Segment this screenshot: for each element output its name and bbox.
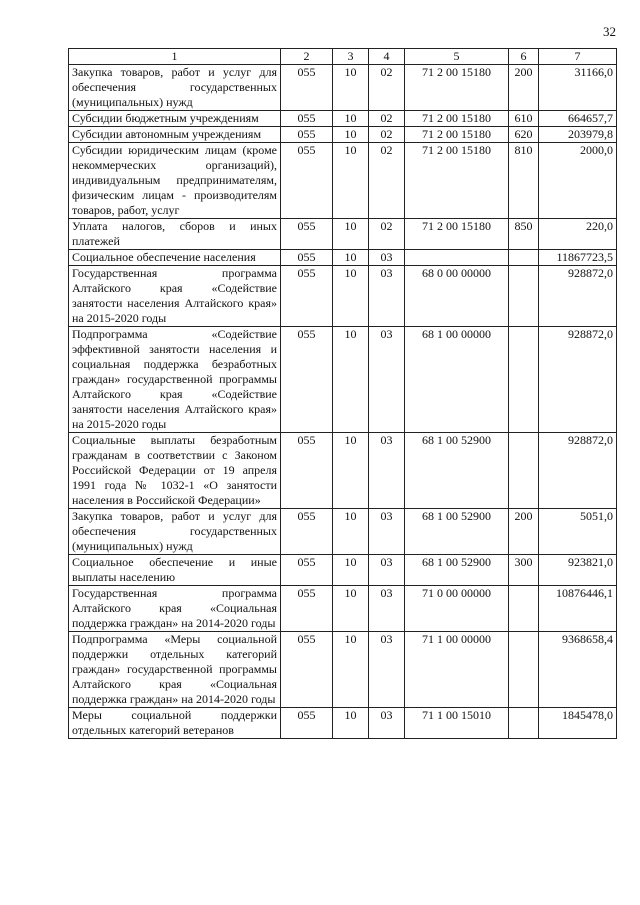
target-article-code: 71 0 00 00000 <box>405 586 509 632</box>
amount: 220,0 <box>539 219 617 250</box>
expense-name: Закупка товаров, работ и услуг для обеспечения государственных (муниципальных) нужд <box>69 509 281 555</box>
subsection-code: 02 <box>369 219 405 250</box>
section-code: 10 <box>333 250 369 266</box>
subsection-code: 02 <box>369 111 405 127</box>
expense-name: Подпрограмма «Содействие эффективной занятости населения и социальная поддержка безработных граждан» государственной программы Алтайского края «Содействие занятости населения Алтайского края» на 2015-2020 годы <box>69 327 281 433</box>
expense-name: Подпрограмма «Меры социальной поддержки отдельных категорий граждан» государственной программы Алтайского края «Социальная поддержка граждан» на 2014-2020 годы <box>69 632 281 708</box>
ministry-code: 055 <box>281 632 333 708</box>
amount: 203979,8 <box>539 127 617 143</box>
section-code: 10 <box>333 266 369 327</box>
expense-type-code: 620 <box>509 127 539 143</box>
expense-name: Субсидии автономным учреждениям <box>69 127 281 143</box>
expense-name: Социальное обеспечение и иные выплаты населению <box>69 555 281 586</box>
amount: 928872,0 <box>539 266 617 327</box>
target-article-code: 71 2 00 15180 <box>405 65 509 111</box>
ministry-code: 055 <box>281 555 333 586</box>
expense-name: Уплата налогов, сборов и иных платежей <box>69 219 281 250</box>
expense-type-code: 810 <box>509 143 539 219</box>
table-row <box>69 127 617 143</box>
ministry-code: 055 <box>281 327 333 433</box>
ministry-code: 055 <box>281 433 333 509</box>
page-number: 32 <box>603 24 616 39</box>
amount: 9368658,4 <box>539 632 617 708</box>
section-code: 10 <box>333 509 369 555</box>
expense-type-code <box>509 632 539 708</box>
header-row <box>69 49 617 65</box>
col-header-3: 3 <box>333 49 369 65</box>
col-header-4: 4 <box>369 49 405 65</box>
ministry-code: 055 <box>281 111 333 127</box>
amount: 10876446,1 <box>539 586 617 632</box>
ministry-code: 055 <box>281 65 333 111</box>
amount: 5051,0 <box>539 509 617 555</box>
section-code: 10 <box>333 65 369 111</box>
target-article-code: 68 1 00 52900 <box>405 555 509 586</box>
target-article-code: 71 2 00 15180 <box>405 111 509 127</box>
section-code: 10 <box>333 433 369 509</box>
expense-type-code: 300 <box>509 555 539 586</box>
section-code: 10 <box>333 143 369 219</box>
ministry-code: 055 <box>281 250 333 266</box>
expense-name: Субсидии бюджетным учреждениям <box>69 111 281 127</box>
table-row <box>69 433 617 509</box>
target-article-code: 71 1 00 00000 <box>405 632 509 708</box>
expense-type-code <box>509 708 539 739</box>
table-row <box>69 219 617 250</box>
expense-name: Субсидии юридическим лицам (кроме некоммерческих организаций), индивидуальным предпринимателям, физическим лицам - производителям товаров, работ, услуг <box>69 143 281 219</box>
subsection-code: 03 <box>369 327 405 433</box>
subsection-code: 03 <box>369 632 405 708</box>
col-header-2: 2 <box>281 49 333 65</box>
col-header-5: 5 <box>405 49 509 65</box>
expense-type-code <box>509 250 539 266</box>
table-row <box>69 708 617 739</box>
amount: 31166,0 <box>539 65 617 111</box>
table-row <box>69 327 617 433</box>
expense-type-code: 610 <box>509 111 539 127</box>
target-article-code <box>405 250 509 266</box>
section-code: 10 <box>333 127 369 143</box>
expense-type-code <box>509 327 539 433</box>
expense-name: Государственная программа Алтайского края «Содействие занятости населения Алтайского края» на 2015-2020 годы <box>69 266 281 327</box>
subsection-code: 03 <box>369 555 405 586</box>
ministry-code: 055 <box>281 509 333 555</box>
target-article-code: 71 2 00 15180 <box>405 219 509 250</box>
ministry-code: 055 <box>281 127 333 143</box>
subsection-code: 03 <box>369 708 405 739</box>
table-row <box>69 509 617 555</box>
target-article-code: 68 1 00 52900 <box>405 509 509 555</box>
table-row <box>69 632 617 708</box>
target-article-code: 68 1 00 00000 <box>405 327 509 433</box>
expense-type-code <box>509 433 539 509</box>
expense-type-code: 200 <box>509 65 539 111</box>
amount: 928872,0 <box>539 327 617 433</box>
amount: 11867723,5 <box>539 250 617 266</box>
target-article-code: 71 2 00 15180 <box>405 143 509 219</box>
section-code: 10 <box>333 327 369 433</box>
table-row <box>69 65 617 111</box>
target-article-code: 71 2 00 15180 <box>405 127 509 143</box>
expense-type-code <box>509 586 539 632</box>
expense-name: Социальное обеспечение населения <box>69 250 281 266</box>
ministry-code: 055 <box>281 266 333 327</box>
section-code: 10 <box>333 111 369 127</box>
section-code: 10 <box>333 219 369 250</box>
table-row <box>69 111 617 127</box>
ministry-code: 055 <box>281 219 333 250</box>
expense-type-code: 200 <box>509 509 539 555</box>
section-code: 10 <box>333 708 369 739</box>
ministry-code: 055 <box>281 708 333 739</box>
target-article-code: 71 1 00 15010 <box>405 708 509 739</box>
col-header-1: 1 <box>69 49 281 65</box>
table-row <box>69 266 617 327</box>
amount: 2000,0 <box>539 143 617 219</box>
subsection-code: 03 <box>369 266 405 327</box>
expense-type-code <box>509 266 539 327</box>
expense-name: Государственная программа Алтайского края «Социальная поддержка граждан» на 2014-2020 годы <box>69 586 281 632</box>
table-row <box>69 586 617 632</box>
amount: 923821,0 <box>539 555 617 586</box>
subsection-code: 02 <box>369 127 405 143</box>
target-article-code: 68 1 00 52900 <box>405 433 509 509</box>
amount: 928872,0 <box>539 433 617 509</box>
expense-name: Закупка товаров, работ и услуг для обеспечения государственных (муниципальных) нужд <box>69 65 281 111</box>
table-row <box>69 143 617 219</box>
subsection-code: 03 <box>369 509 405 555</box>
section-code: 10 <box>333 586 369 632</box>
subsection-code: 02 <box>369 65 405 111</box>
col-header-6: 6 <box>509 49 539 65</box>
expense-name: Социальные выплаты безработным гражданам в соответствии с Законом Российской Федерации от 19 апреля 1991 года № 1032-1 «О занятости населения в Российской Федерации» <box>69 433 281 509</box>
budget-table <box>68 48 617 739</box>
table-row <box>69 250 617 266</box>
ministry-code: 055 <box>281 586 333 632</box>
subsection-code: 02 <box>369 143 405 219</box>
amount: 1845478,0 <box>539 708 617 739</box>
expense-type-code: 850 <box>509 219 539 250</box>
target-article-code: 68 0 00 00000 <box>405 266 509 327</box>
section-code: 10 <box>333 555 369 586</box>
section-code: 10 <box>333 632 369 708</box>
ministry-code: 055 <box>281 143 333 219</box>
subsection-code: 03 <box>369 250 405 266</box>
col-header-7: 7 <box>539 49 617 65</box>
subsection-code: 03 <box>369 586 405 632</box>
table-row <box>69 555 617 586</box>
subsection-code: 03 <box>369 433 405 509</box>
expense-name: Меры социальной поддержки отдельных категорий ветеранов <box>69 708 281 739</box>
amount: 664657,7 <box>539 111 617 127</box>
